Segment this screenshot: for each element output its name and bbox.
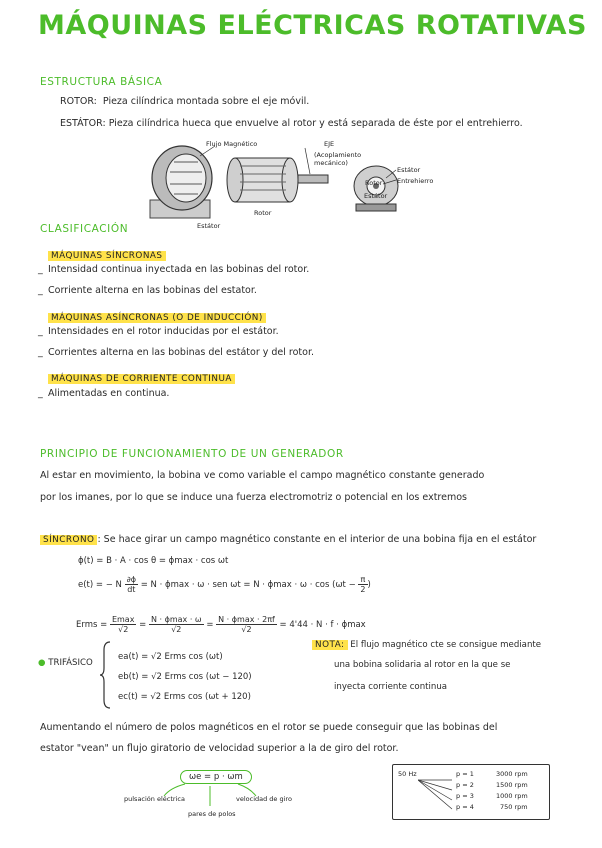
principio-line-1: Al estar en movimiento, la bobina ve como variable el campo magnético constante generado — [40, 470, 485, 481]
nota-line-2: una bobina solidaria al rotor en la que se — [334, 660, 511, 670]
section-heading-estructura: ESTRUCTURA BÁSICA — [40, 76, 163, 88]
brace-icon — [100, 640, 112, 710]
rotor-term: ROTOR: — [60, 96, 97, 107]
section-heading-principio: PRINCIPIO DE FUNCIONAMIENTO DE UN GENERADOR — [40, 448, 344, 460]
list-item: _ Corriente alterna en las bobinas del estator. — [38, 285, 257, 296]
section-heading-clasificacion: CLASIFICACIÓN — [40, 223, 129, 235]
equation-ec: ec(t) = √2 Erms cos (ωt + 120) — [118, 692, 251, 702]
highlight-continua: MÁQUINAS DE CORRIENTE CONTINUA — [48, 366, 235, 385]
table-row: 1000 rpm — [496, 792, 528, 800]
machine-diagram — [140, 138, 440, 230]
list-item: _ Corrientes alterna en las bobinas del estátor y del rotor. — [38, 347, 315, 358]
diagram-label-rotor-small: Rotor — [365, 179, 383, 187]
label-pulsacion: pulsación eléctrica — [124, 795, 185, 803]
stator-drawing — [150, 146, 212, 218]
bullet-icon: ● — [38, 658, 46, 668]
aumentando-line-2: estator "vean" un flujo giratorio de velocidad superior a la de giro del rotor. — [40, 743, 399, 754]
table-row: p = 4 — [456, 803, 474, 811]
nota-line-1: NOTA: El flujo magnético cte se consigue mediante — [312, 640, 541, 650]
diagram-label-flujo: Flujo Magnético — [206, 140, 258, 148]
equation-erms: Erms = $\frac{Emax}{√2}$ = $\frac{N \cdot \phi\max \cdot \omega}{√2}$ = $\frac{N \cdot \phi\max \cdot 2\pi f}{√2}$ = 4'44 · N · f · ϕmax — [76, 615, 366, 634]
estator-term: ESTÁTOR: — [60, 118, 106, 129]
list-item: _ Intensidades en el rotor inducidas por el estátor. — [38, 326, 279, 337]
list-item: _ Alimentadas en continua. — [38, 388, 170, 399]
equation-eb: eb(t) = √2 Erms cos (ωt − 120) — [118, 672, 252, 682]
estator-definition — [60, 118, 523, 129]
diagram-label-acoplamiento: (Acoplamiento mecánico) — [314, 151, 362, 167]
list-item: _ Intensidad continua inyectada en las bobinas del rotor. — [38, 264, 310, 275]
highlight-asincronas: MÁQUINAS ASÍNCRONAS (O DE INDUCCIÓN) — [48, 305, 266, 324]
rotor-text: Pieza cilíndrica montada sobre el eje móvil. — [102, 96, 310, 107]
diagram-label-estator-small: Estátor — [364, 192, 388, 200]
trifasico-label: ● TRIFÁSICO — [38, 658, 93, 668]
equation-flux: ϕ(t) = B · A · cos θ = ϕmax · cos ωt — [78, 556, 229, 566]
sincrono-line — [40, 534, 536, 545]
diagram-label-entrehierro: Entrehierro — [397, 177, 434, 185]
table-row: 750 rpm — [500, 803, 528, 811]
table-row: p = 1 — [456, 770, 474, 778]
principio-line-2: por los imanes, por lo que se induce una fuerza electromotriz o potencial en los extremos — [40, 492, 467, 503]
diagram-label-estator-right: Estátor — [397, 166, 421, 174]
sincrono-text: : Se hace girar un campo magnético constante en el interior de una bobina fija en el estátor — [97, 534, 537, 545]
cross-section-drawing — [354, 166, 398, 211]
table-arrows — [418, 776, 458, 812]
table-row: 3000 rpm — [496, 770, 528, 778]
nota-label: NOTA: — [312, 640, 348, 650]
rotor-definition — [60, 96, 309, 107]
nota-line-3: inyecta corriente continua — [334, 682, 448, 692]
diagram-label-eje: EJE — [324, 140, 335, 148]
rotor-drawing — [227, 158, 328, 202]
diagram-label-rotor: Rotor — [254, 209, 272, 217]
table-row: 1500 rpm — [496, 781, 528, 789]
page-title: MÁQUINAS ELÉCTRICAS ROTATIVAS — [38, 10, 587, 41]
equation-emf: e(t) = − N $\frac{\partial\phi}{dt}$ = N · ϕmax · ω · sen ωt = N · ϕmax · ω · cos (ωt − $\frac{\pi}{2}$ ) — [78, 575, 371, 594]
sincrono-label: SÍNCRONO — [40, 535, 97, 545]
label-pares: pares de polos — [188, 810, 236, 818]
diagram-label-estator: Estátor — [197, 222, 221, 230]
table-freq: 50 Hz — [398, 770, 417, 778]
label-velocidad: velocidad de giro — [236, 795, 292, 803]
estator-text: Pieza cilíndrica hueca que envuelve al rotor y está separada de éste por el entrehierro. — [108, 118, 523, 129]
equation-ea: ea(t) = √2 Erms cos (ωt) — [118, 652, 223, 662]
formula-box: ωe = p · ωm — [180, 770, 252, 784]
table-row: p = 3 — [456, 792, 474, 800]
highlight-sincronas: MÁQUINAS SÍNCRONAS — [48, 243, 166, 262]
table-row: p = 2 — [456, 781, 474, 789]
aumentando-line-1: Aumentando el número de polos magnéticos en el rotor se puede conseguir que las bobinas del — [40, 722, 498, 733]
